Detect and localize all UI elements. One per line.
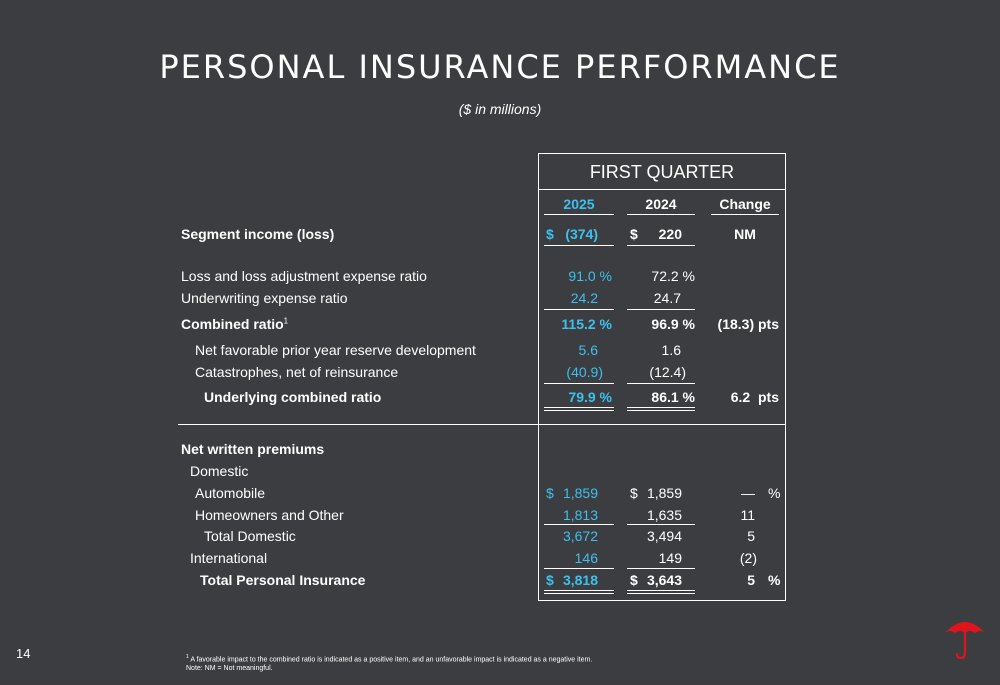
cell-prior-year-2025: 5.6: [578, 342, 598, 358]
col-header-2025: 2025: [544, 196, 614, 215]
underline: [627, 309, 695, 310]
underline: [627, 245, 695, 246]
cell-dollar-2025: $: [546, 226, 554, 242]
underline: [627, 568, 695, 569]
cell-uw-ratio-2024: 24.7: [653, 290, 681, 306]
cell-auto-2024: 1,859: [646, 485, 682, 501]
cell-dollar-2024: $: [630, 572, 638, 588]
cell-underlying-2025: 79.9 %: [568, 389, 612, 405]
page-number: 14: [16, 646, 31, 661]
cell-total-pi-2024: 3,643: [646, 572, 682, 588]
cell-uw-ratio-2025: 24.2: [570, 290, 598, 306]
underline: [544, 383, 614, 384]
cell-auto-change: —: [741, 485, 755, 501]
footnote-line: [186, 653, 592, 664]
cell-segment-income-change: NM: [734, 226, 756, 242]
footnote-marker: 1: [283, 316, 289, 326]
cell-lae-ratio-2025: 91.0 %: [568, 268, 612, 284]
cell-total-domestic-2024: 3,494: [646, 528, 682, 544]
underline: [627, 524, 695, 525]
cell-combined-2024: 96.9 %: [651, 316, 695, 332]
double-underline: [544, 407, 614, 411]
cell-auto-2025: 1,859: [562, 485, 598, 501]
cell-home-change: 11: [740, 507, 755, 523]
umbrella-logo-icon: [944, 615, 986, 659]
row-label-catastrophes: Catastrophes, net of reinsurance: [195, 364, 399, 380]
underline: [544, 245, 614, 246]
cell-dollar-2024: $: [630, 485, 638, 501]
cell-prior-year-2024: 1.6: [661, 342, 681, 358]
row-label-lae-ratio: Loss and loss adjustment expense ratio: [181, 268, 427, 284]
row-label-prior-year: Net favorable prior year reserve development: [195, 342, 476, 358]
cell-dollar-2025: $: [546, 485, 554, 501]
note-text: Note: NM = Not meaningful.: [186, 665, 273, 673]
page-subtitle: ($ in millions): [458, 101, 542, 117]
page-title: PERSONAL INSURANCE PERFORMANCE: [159, 48, 841, 86]
row-label-auto: Automobile: [195, 485, 266, 501]
cell-combined-change: (18.3) pts: [717, 316, 779, 332]
row-label-nwp: Net written premiums: [181, 441, 325, 457]
row-label-underlying: Underlying combined ratio: [204, 389, 382, 405]
cell-combined-2025: 115.2 %: [561, 316, 612, 332]
row-label-total-pi: Total Personal Insurance: [200, 572, 366, 588]
cell-cat-2024: (12.4): [649, 364, 686, 380]
cell-international-2025: 146: [574, 550, 598, 566]
combined-ratio-label-text: Combined ratio: [181, 316, 284, 332]
cell-international-change: (2): [739, 550, 757, 566]
cell-underlying-change: 6.2 pts: [730, 389, 779, 405]
footnote-marker: 1: [186, 654, 189, 660]
cell-dollar-2024: $: [630, 226, 638, 242]
col-header-2024: 2024: [627, 196, 695, 215]
row-label-combined-ratio: [181, 316, 288, 332]
cell-cat-2025: (40.9): [566, 364, 603, 380]
underline: [544, 524, 614, 525]
first-quarter-header: FIRST QUARTER: [538, 153, 786, 190]
cell-total-pi-2025: 3,818: [562, 572, 598, 588]
double-underline: [627, 407, 695, 411]
double-underline: [544, 590, 614, 594]
cell-international-2024: 149: [658, 550, 682, 566]
cell-home-2024: 1,635: [646, 507, 682, 523]
row-label-total-domestic: Total Domestic: [204, 528, 296, 544]
cell-underlying-2024: 86.1 %: [651, 389, 695, 405]
cell-total-pi-change: 5: [747, 572, 755, 588]
cell-home-2025: 1,813: [562, 507, 598, 523]
row-label-home: Homeowners and Other: [195, 507, 344, 523]
cell-dollar-2025: $: [546, 572, 554, 588]
underline: [544, 568, 614, 569]
cell-segment-income-2024: 220: [658, 226, 682, 242]
row-label-international: International: [190, 550, 268, 566]
row-label-segment-income: Segment income (loss): [181, 226, 335, 242]
row-label-uw-ratio: Underwriting expense ratio: [181, 290, 348, 306]
col-header-change: Change: [711, 196, 779, 215]
underline: [627, 383, 695, 384]
row-label-domestic: Domestic: [190, 463, 249, 479]
footnotes: [186, 653, 592, 673]
cell-total-domestic-2025: 3,672: [562, 528, 598, 544]
cell-lae-ratio-2024: 72.2 %: [651, 268, 695, 284]
footnote-text: A favorable impact to the combined ratio is indicated as a positive item, and an unfavorable impact is indicated as a negative item.: [190, 656, 593, 664]
section-divider: [178, 424, 786, 425]
cell-total-domestic-change: 5: [747, 528, 755, 544]
cell-segment-income-2025: (374): [565, 226, 598, 242]
cell-auto-pct: %: [768, 485, 781, 501]
cell-total-pi-pct: %: [768, 572, 781, 588]
double-underline: [627, 590, 695, 594]
underline: [544, 309, 614, 310]
